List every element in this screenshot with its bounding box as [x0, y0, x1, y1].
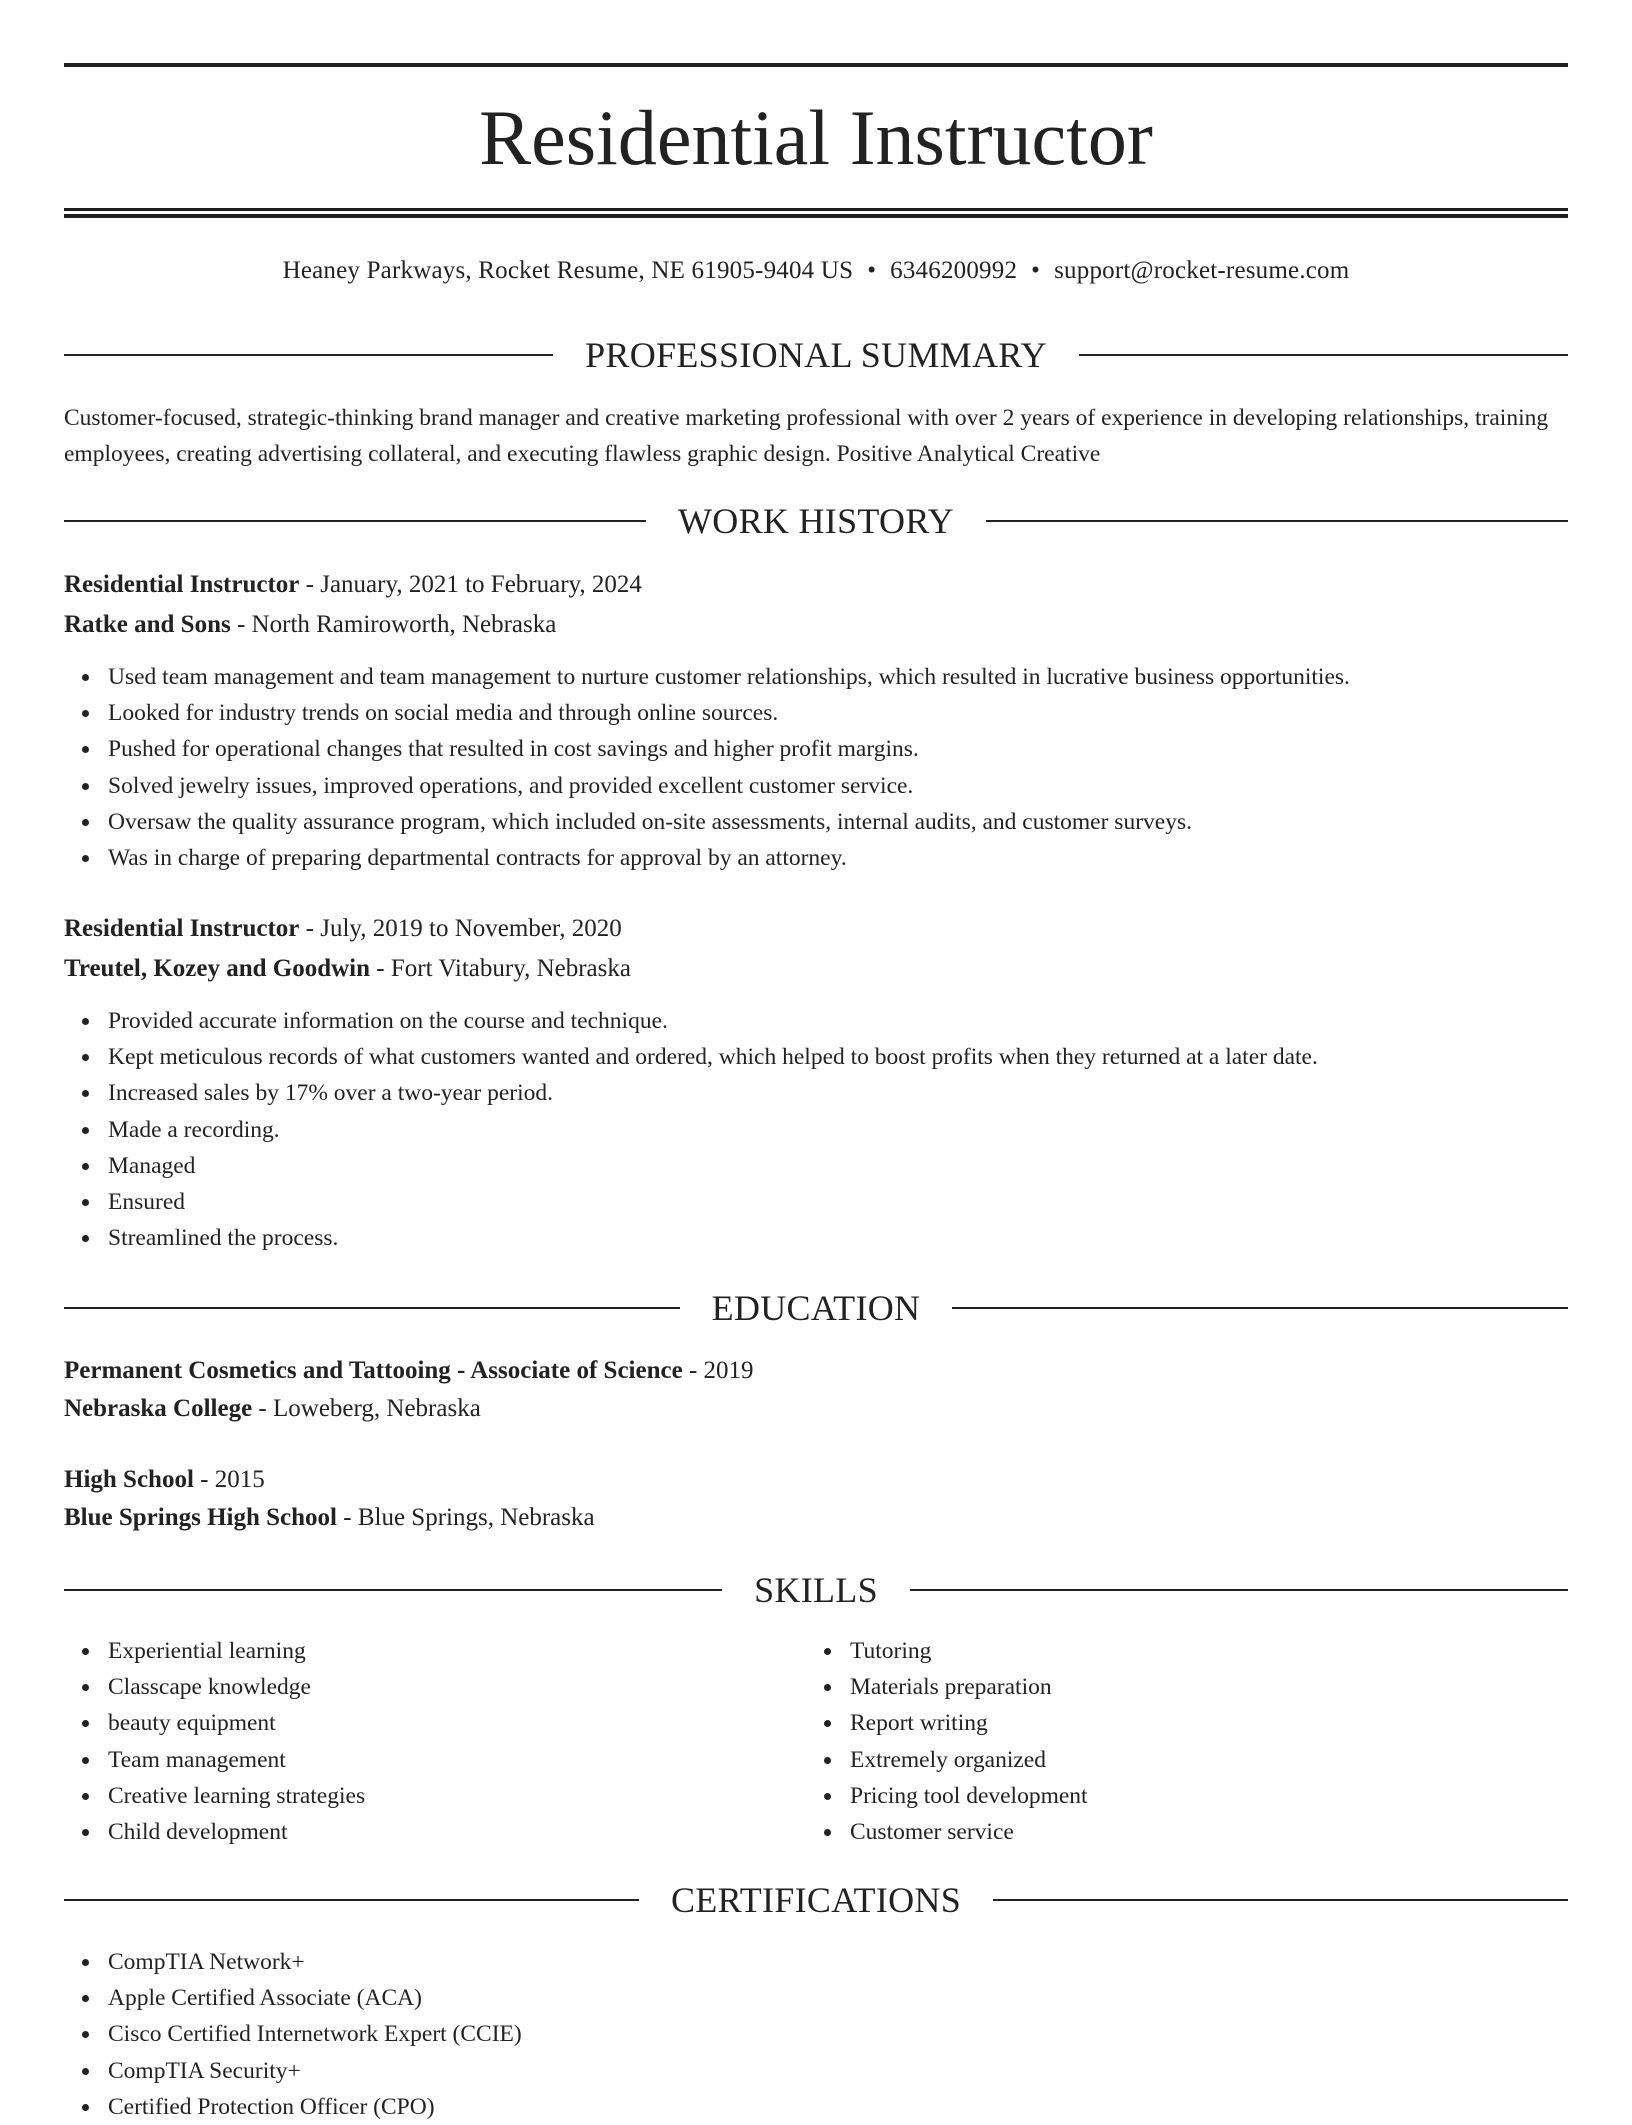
- job-dates: - January, 2021 to February, 2024: [299, 571, 642, 598]
- education-year: - 2019: [682, 1357, 754, 1384]
- skill-item: Creative learning strategies: [64, 1778, 804, 1814]
- skill-item: Report writing: [806, 1705, 1546, 1741]
- heading-rule: [986, 520, 1568, 522]
- header-top-rule: [64, 63, 1568, 67]
- job-company-line: [64, 951, 1568, 987]
- education-year: - 2015: [193, 1466, 265, 1493]
- summary-text: Customer-focused, strategic-thinking brand manager and creative marketing professional with over 2 years of experience in developing relationships, training employees, creating advertising collateral, and executing flawless graphic design. Positive Analytical Creative: [64, 405, 1549, 467]
- section-heading-certifications: [64, 1880, 1568, 1920]
- list-item: Ensured: [64, 1184, 1318, 1220]
- page-title: Residential Instructor: [479, 94, 1153, 181]
- contact-separator: •: [1031, 257, 1041, 284]
- certifications-list: [64, 1944, 522, 2125]
- list-item: Was in charge of preparing departmental contracts for approval by an attorney.: [64, 840, 1350, 876]
- job-title-line: [64, 567, 1568, 603]
- list-item: Solved jewelry issues, improved operations, and provided excellent customer service.: [64, 768, 1350, 804]
- skill-item: Experiential learning: [64, 1633, 804, 1669]
- heading-rule: [952, 1307, 1568, 1309]
- education-degree: Permanent Cosmetics and Tattooing - Associate of Science: [64, 1357, 683, 1384]
- heading-rule: [64, 1307, 680, 1309]
- job-company-line: [64, 607, 1568, 643]
- skill-item: Extremely organized: [806, 1742, 1546, 1778]
- skill-item: Classcape knowledge: [64, 1669, 804, 1705]
- heading-rule: [64, 354, 553, 356]
- job-dates: - July, 2019 to November, 2020: [299, 915, 622, 942]
- education-school-line: [64, 1391, 1568, 1427]
- education-school: Nebraska College: [64, 1395, 253, 1422]
- heading-rule: [1079, 354, 1568, 356]
- section-heading-label: SKILLS: [754, 1570, 878, 1610]
- contact-address: Heaney Parkways, Rocket Resume, NE 61905-9404 US: [282, 257, 854, 284]
- certification-item: Certified Protection Officer (CPO): [64, 2089, 522, 2125]
- job-bullets: [64, 659, 1350, 876]
- list-item: Managed: [64, 1148, 1318, 1184]
- section-heading-education: [64, 1288, 1568, 1328]
- job-bullets: [64, 1003, 1318, 1256]
- education-school: Blue Springs High School: [64, 1504, 337, 1531]
- job-title-line: [64, 911, 1568, 947]
- skill-item: Pricing tool development: [806, 1778, 1546, 1814]
- education-degree-line: [64, 1353, 1568, 1389]
- list-item: Pushed for operational changes that resulted in cost savings and higher profit margins.: [64, 731, 1350, 767]
- section-heading-label: PROFESSIONAL SUMMARY: [585, 335, 1047, 375]
- education-location: - Loweberg, Nebraska: [252, 1395, 481, 1422]
- list-item: Looked for industry trends on social media and through online sources.: [64, 695, 1350, 731]
- heading-rule: [64, 1899, 639, 1901]
- skills-list-right: [806, 1633, 1546, 1850]
- skill-item: Tutoring: [806, 1633, 1546, 1669]
- education-location: - Blue Springs, Nebraska: [337, 1504, 595, 1531]
- header-double-rule: [64, 208, 1568, 218]
- skill-item: Customer service: [806, 1814, 1546, 1850]
- contact-separator: •: [867, 257, 877, 284]
- job-location: - Fort Vitabury, Nebraska: [370, 955, 631, 982]
- list-item: Made a recording.: [64, 1112, 1318, 1148]
- job-title: Residential Instructor: [64, 915, 300, 942]
- skill-item: Materials preparation: [806, 1669, 1546, 1705]
- contact-phone: 6346200992: [890, 257, 1018, 284]
- skill-item: beauty equipment: [64, 1705, 804, 1741]
- job-location: - North Ramiroworth, Nebraska: [230, 611, 557, 638]
- section-heading-label: CERTIFICATIONS: [670, 1880, 962, 1920]
- list-item: Used team management and team management to nurture customer relationships, which resulted in lucrative business opportunities.: [64, 659, 1350, 695]
- education-school-line: [64, 1500, 1568, 1536]
- list-item: Increased sales by 17% over a two-year period.: [64, 1075, 1318, 1111]
- certification-item: CompTIA Network+: [64, 1944, 522, 1980]
- list-item: Provided accurate information on the course and technique.: [64, 1003, 1318, 1039]
- contact-email: support@rocket-resume.com: [1054, 257, 1350, 284]
- contact-line: [64, 254, 1568, 288]
- section-heading-label: WORK HISTORY: [678, 501, 954, 541]
- heading-rule: [993, 1899, 1568, 1901]
- job-company: Treutel, Kozey and Goodwin: [64, 955, 371, 982]
- job-title: Residential Instructor: [64, 571, 300, 598]
- skill-item: Child development: [64, 1814, 804, 1850]
- education-degree-line: [64, 1462, 1568, 1498]
- section-heading-label: EDUCATION: [711, 1288, 921, 1328]
- skills-list-left: [64, 1633, 804, 1850]
- education-degree: High School: [64, 1466, 194, 1493]
- section-heading-work: [64, 501, 1568, 541]
- list-item: Kept meticulous records of what customers wanted and ordered, which helped to boost profits when they returned at a later date.: [64, 1039, 1318, 1075]
- certification-item: Apple Certified Associate (ACA): [64, 1980, 522, 2016]
- heading-rule: [64, 1589, 722, 1591]
- section-heading-skills: [64, 1570, 1568, 1610]
- certification-item: CompTIA Security+: [64, 2053, 522, 2089]
- skill-item: Team management: [64, 1742, 804, 1778]
- certification-item: Cisco Certified Internetwork Expert (CCIE): [64, 2016, 522, 2052]
- job-company: Ratke and Sons: [64, 611, 231, 638]
- section-heading-summary: [64, 335, 1568, 375]
- list-item: Streamlined the process.: [64, 1220, 1318, 1256]
- heading-rule: [64, 520, 646, 522]
- heading-rule: [910, 1589, 1568, 1591]
- list-item: Oversaw the quality assurance program, which included on-site assessments, internal audits, and customer surveys.: [64, 804, 1350, 840]
